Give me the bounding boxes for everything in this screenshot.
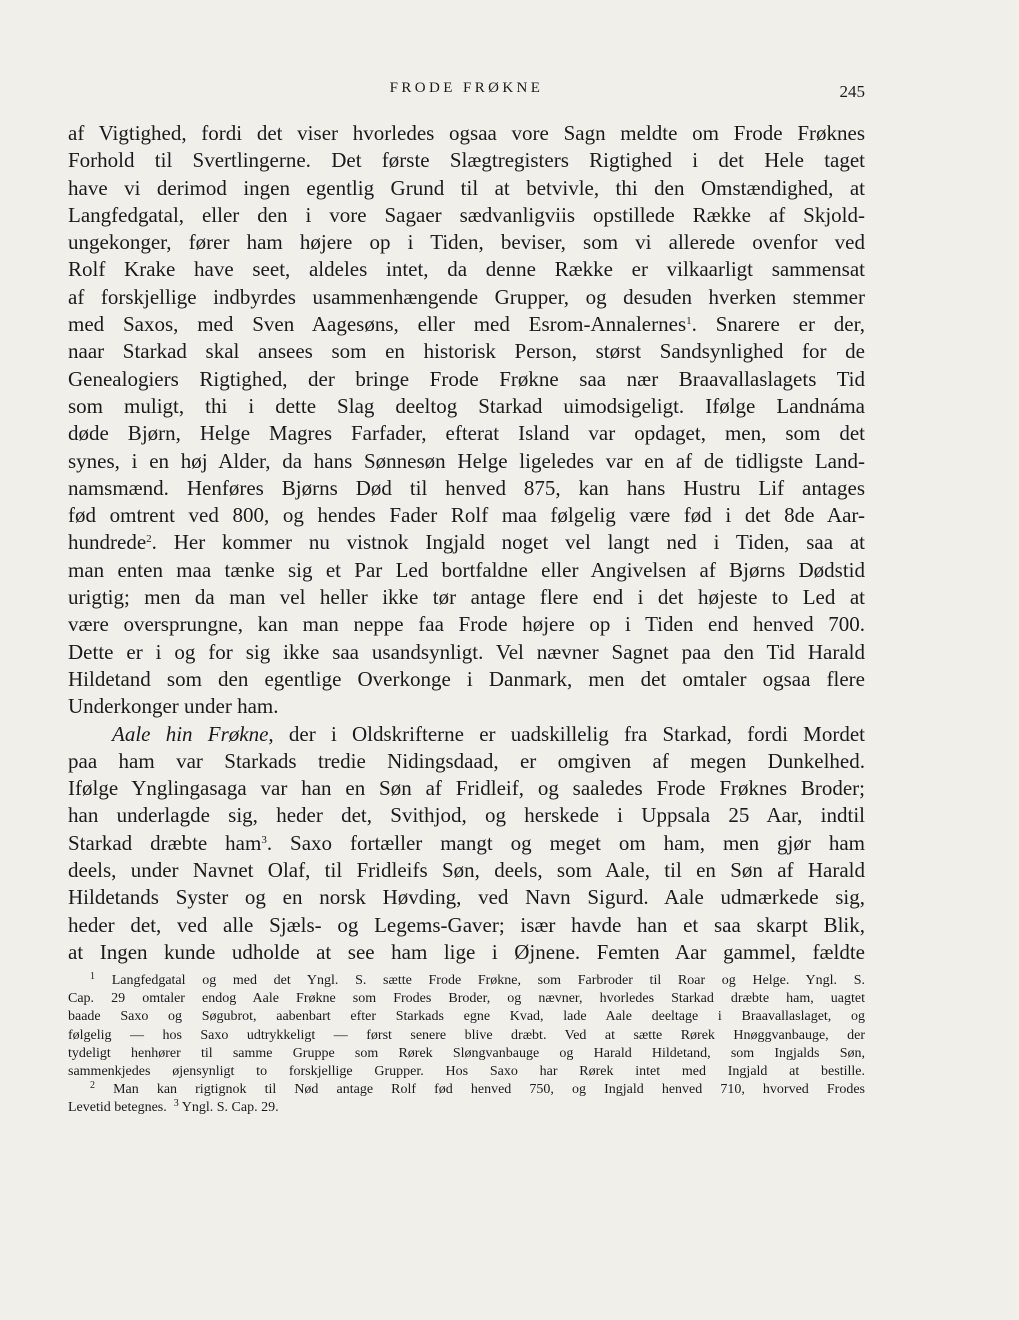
footnote-line [68, 1081, 865, 1099]
text-line: som muligt, thi i dette Slag deeltog Starkad uimodsigeligt. Ifølge Landnáma [68, 393, 865, 418]
footnote-line: baade Saxo og Søgubrot, aabenbart efter Starkads egne Kvad, lade Aale deeltage i Braavallaslaget, og [68, 1009, 865, 1025]
text-line: synes, i en høj Alder, da hans Sønnesøn Helge ligeledes var en af de tidligste Land- [68, 448, 865, 473]
text-line [68, 529, 865, 556]
text-line: af forskjellige indbyrdes usammenhængende Grupper, og desuden hverken stemmer [68, 284, 865, 309]
text-line: Rolf Krake have seet, aldeles intet, da denne Række er vilkaarligt sammensat [68, 257, 865, 282]
text-line: heder det, ved alle Sjæls- og Legems-Gaver; især havde han et saa skarpt Blik, [68, 912, 865, 937]
text-line: namsmænd. Henføres Bjørns Død til henved 875, kan hans Hustru Lif antages [68, 475, 865, 500]
text-line: man enten maa tænke sig et Par Led bortfaldne eller Angivelsen af Bjørns Dødstid [68, 557, 865, 582]
footnote-ref: 3 [261, 833, 267, 846]
text-line: deels, under Navnet Olaf, til Fridleifs Søn, deels, som Aale, til en Søn af Harald [68, 858, 865, 883]
text-line: Forhold til Svertlingerne. Det første Slægtregisters Rigtighed i det Hele taget [68, 148, 865, 173]
line-text: Starkad dræbte ham [68, 830, 262, 855]
footnote-text: Levetid betegnes. [68, 1100, 167, 1116]
footnote-line: Cap. 29 omtaler endog Aale Frøkne som Frodes Broder, og nævner, hvorledes Starkad dræbte ham, uagtet [68, 991, 865, 1007]
footnotes [68, 972, 865, 1118]
footnote-line [68, 972, 865, 990]
text-line: døde Bjørn, Helge Magres Farfader, efterat Island var opdaget, men, som det [68, 421, 865, 446]
text-line: Genealogiers Rigtighed, der bringe Frode Frøkne saa nær Braavallaslagets Tid [68, 366, 865, 391]
footnote-line: følgelig — hos Saxo udtrykkeligt — først senere blive dræbt. Ved at sætte Rørek Hnøggvanbauge, der [68, 1027, 865, 1043]
footnote-mark: 1 [90, 971, 95, 982]
text-line: Langfedgatal, eller den i vore Sagaer sædvanligviis opstillede Række af Skjold- [68, 202, 865, 227]
footnote-mark: 2 [90, 1080, 95, 1092]
footnote-mark: 3 [173, 1098, 179, 1110]
text-line: have vi derimod ingen egentlig Grund til at betvivle, thi den Omstændighed, at [68, 175, 865, 200]
line-text: . Saxo fortæller mangt og meget om ham, men gjør ham [266, 830, 865, 855]
footnote-ref: 2 [146, 533, 152, 546]
text-line: Hildetands Syster og en norsk Høvding, ved Navn Sigurd. Aale udmærkede sig, [68, 885, 865, 910]
running-head [68, 80, 865, 104]
text-line: være oversprungne, kan man neppe faa Frode højere op i Tiden end henved 700. [68, 612, 865, 637]
line-text: med Saxos, med Sven Aagesøns, eller med Esrom-Annalernes [68, 312, 687, 337]
text-line: han underlagde sig, heder det, Svithjod, og herskede i Uppsala 25 Aar, indtil [68, 803, 865, 828]
footnote-ref: 1 [686, 315, 692, 328]
text-line [68, 830, 865, 857]
text-line: Dette er i og for sig ikke saa usandsynligt. Vel nævner Sagnet paa den Tid Harald [68, 639, 865, 664]
text-line: af Vigtighed, fordi det viser hvorledes ogsaa vore Sagn meldte om Frode Frøknes [68, 121, 865, 145]
page-number: 245 [839, 82, 865, 101]
text-line: fød omtrent ved 800, og hendes Fader Rolf maa følgelig være fød i det 8de Aar- [68, 503, 865, 528]
footnote-text: Yngl. S. Cap. 29. [181, 1100, 279, 1116]
text-line: urigtig; men da man vel heller ikke tør antage flere end i det højeste to Led at [68, 585, 865, 610]
footnote-line [68, 1099, 865, 1117]
line-text: . Snarere er der, [691, 312, 865, 337]
text-line: paa ham var Starkads tredie Nidingsdaad, er omgiven af megen Dunkelhed. [68, 748, 865, 773]
text-line [68, 311, 865, 338]
line-text: hundrede [68, 530, 147, 555]
italic-name: Aale hin Frøkne [112, 721, 269, 746]
text-line: at Ingen kunde udholde at see ham lige i Øjnene. Femten Aar gammel, fældte [68, 939, 865, 964]
running-title: FRODE FRØKNE [389, 80, 544, 96]
footnote-line: tydeligt henhører til samme Gruppe som Rørek Sløngvanbauge og Harald Hildetand, som Ingjalds Søn, [68, 1045, 865, 1061]
text-line: naar Starkad skal ansees som en historisk Person, størst Sandsynlighed for de [68, 339, 865, 364]
body-text [68, 120, 865, 966]
footnote-text: Langfedgatal og med det Yngl. S. sætte Frode Frøkne, som Farbroder til Roar og Helge. Yngl. S. [111, 973, 866, 988]
text-line: Ifølge Ynglingasaga var han en Søn af Fridleif, og saaledes Frode Frøknes Broder; [68, 776, 865, 801]
footnote-text: Man kan rigtignok til Nød antage Rolf fød henved 750, og Ingjald henved 710, hvorved Frodes [113, 1082, 865, 1098]
line-text: , der i Oldskrifterne er uadskillelig fra Starkad, fordi Mordet [268, 721, 865, 746]
footnote-line: sammenkjedes øjensynligt to forskjellige Grupper. Hos Saxo har Rørek intet med Ingjald at bestille. [68, 1063, 865, 1079]
text-line: ungekonger, fører ham højere op i Tiden, beviser, som vi allerede ovenfor ved [68, 230, 865, 255]
line-text: . Her kommer nu vistnok Ingjald noget vel langt ned i Tiden, saa at [151, 530, 865, 555]
text-line [68, 721, 865, 748]
text-line: Underkonger under ham. [68, 694, 279, 719]
text-line: Hildetand som den egentlige Overkonge i Danmark, men det omtaler ogsaa flere [68, 666, 865, 691]
